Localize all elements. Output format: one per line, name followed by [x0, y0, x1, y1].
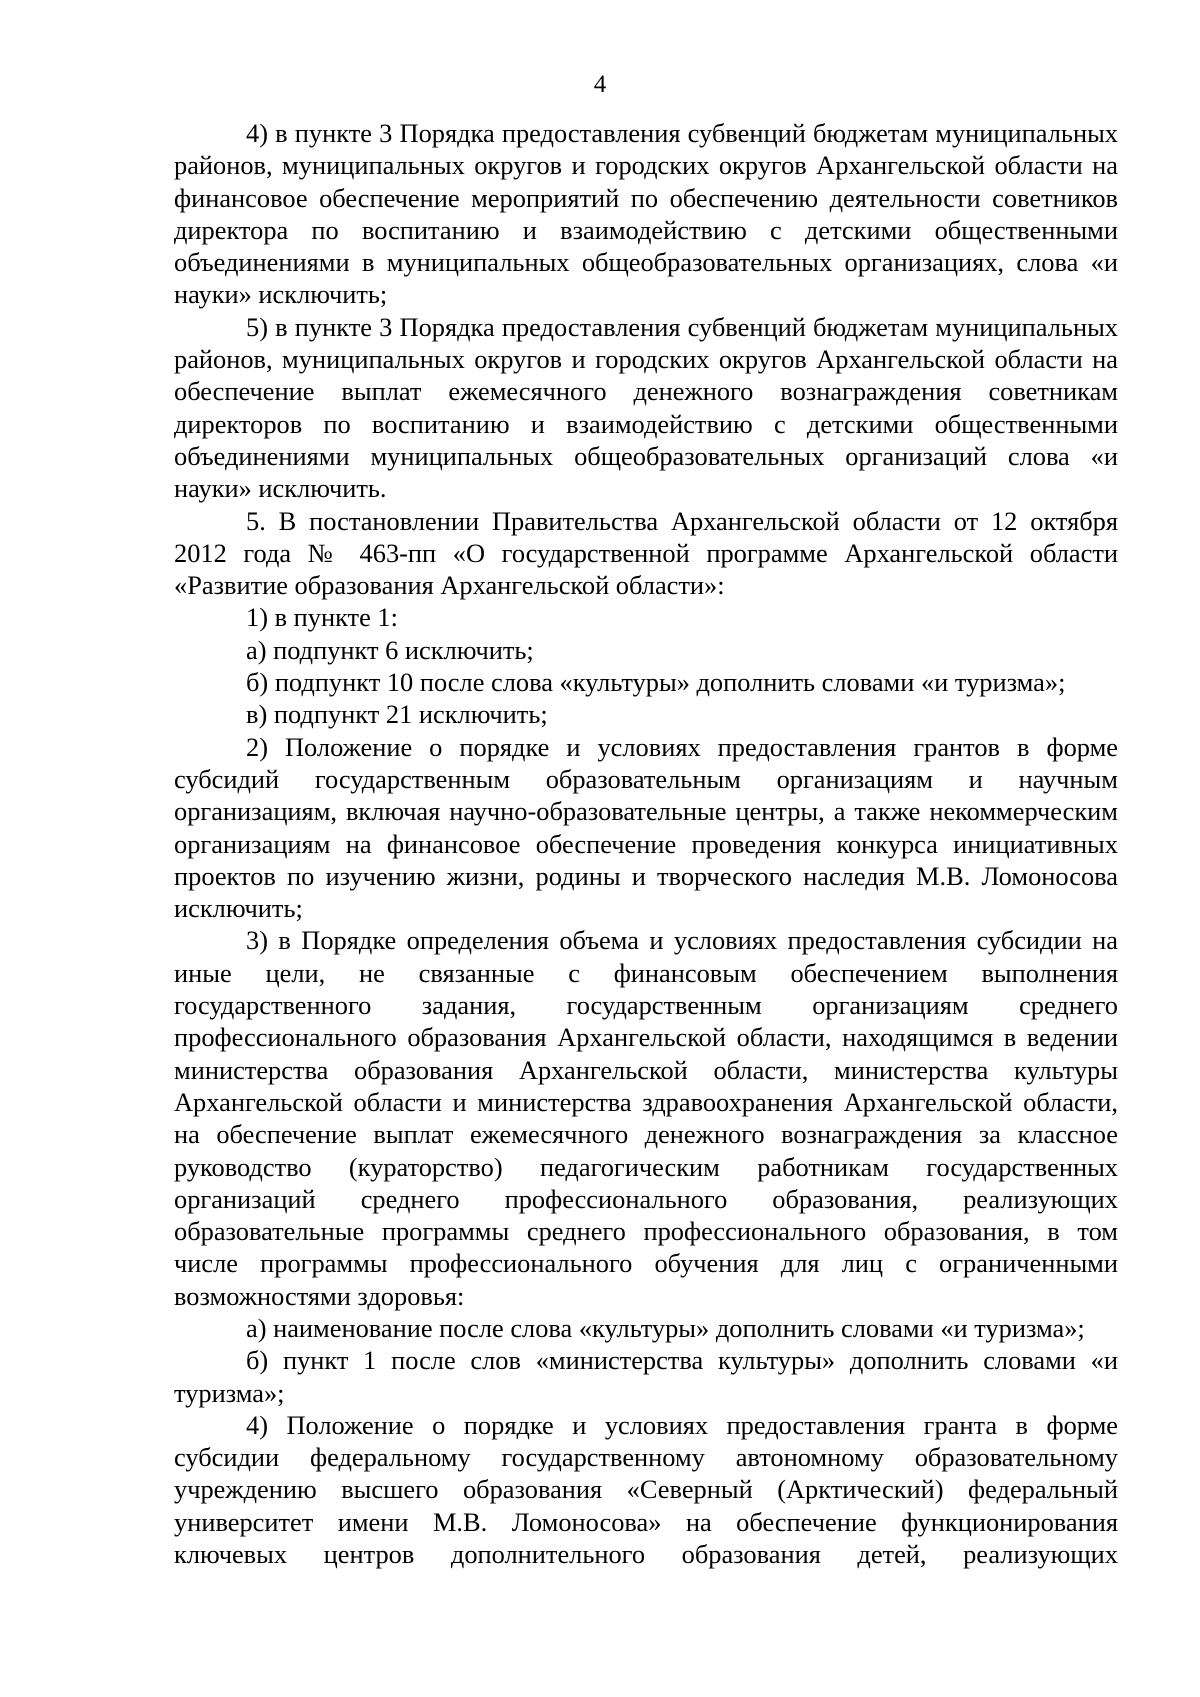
paragraph: в) подпункт 21 исключить;: [246, 699, 548, 730]
paragraph: 4) Положение о порядке и условиях предоставления гранта в форме субсидии федеральному государственному автономному образовательному учреждению высшего образования «Северный (Арктический) федеральный университет имени М.В. Ломоносова» на обеспечение функционирования ключевых центров дополнительного образования детей, реализующих: [174, 1409, 1118, 1570]
paragraph: 5. В постановлении Правительства Архангельской области от 12 октября 2012 года № 463-пп «О государственной программе Архангельской области «Развитие образования Архангельской области»:: [174, 505, 1118, 601]
paragraph: 4) в пункте 3 Порядка предоставления субвенций бюджетам муниципальных районов, муниципальных округов и городских округов Архангельской области на финансовое обеспечение мероприятий по обеспечению деятельности советников директора по воспитанию и взаимодействию с детскими общественными объединениями в муниципальных общеобразовательных организациях, слова «и науки» исключить;: [174, 118, 1118, 310]
paragraph: 3) в Порядке определения объема и условиях предоставления субсидии на иные цели, не связанные с финансовым обеспечением выполнения государственного задания, государственным организациям среднего профессионального образования Архангельской области, находящимся в ведении министерства образования Архангельской области, министерства культуры Архангельской области и министерства здравоохранения Архангельской области, на обеспечение выплат ежемесячного денежного вознаграждения за классное руководство (кураторство) педагогическим работникам государственных организаций среднего профессионального образования, реализующих образовательные программы среднего профессионального образования, в том числе программы профессионального обучения для лиц с ограниченными возможностями здоровья:: [174, 925, 1118, 1311]
page-number: 4: [593, 71, 607, 98]
paragraph: а) наименование после слова «культуры» дополнить словами «и туризма»;: [246, 1312, 1085, 1343]
paragraph: 5) в пункте 3 Порядка предоставления субвенций бюджетам муниципальных районов, муниципальных округов и городских округов Архангельской области на обеспечение выплат ежемесячного денежного вознаграждения советникам директоров по воспитанию и взаимодействию с детскими общественными объединениями муниципальных общеобразовательных организаций слова «и науки» исключить.: [174, 311, 1118, 504]
paragraph: 1) в пункте 1:: [246, 602, 398, 633]
paragraph: б) подпункт 10 после слова «культуры» дополнить словами «и туризма»;: [246, 667, 1066, 698]
paragraph: б) пункт 1 после слов «министерства культуры» дополнить словами «и туризма»;: [174, 1345, 1118, 1408]
document-body: [174, 117, 1118, 1570]
paragraph: а) подпункт 6 исключить;: [246, 634, 534, 665]
paragraph: 2) Положение о порядке и условиях предоставления грантов в форме субсидий государственным образовательным организациям и научным организациям, включая научно-образовательные центры, а также некоммерческим организациям на финансовое обеспечение проведения конкурса инициативных проектов по изучению жизни, родины и творческого наследия М.В. Ломоносова исключить;: [174, 731, 1118, 924]
